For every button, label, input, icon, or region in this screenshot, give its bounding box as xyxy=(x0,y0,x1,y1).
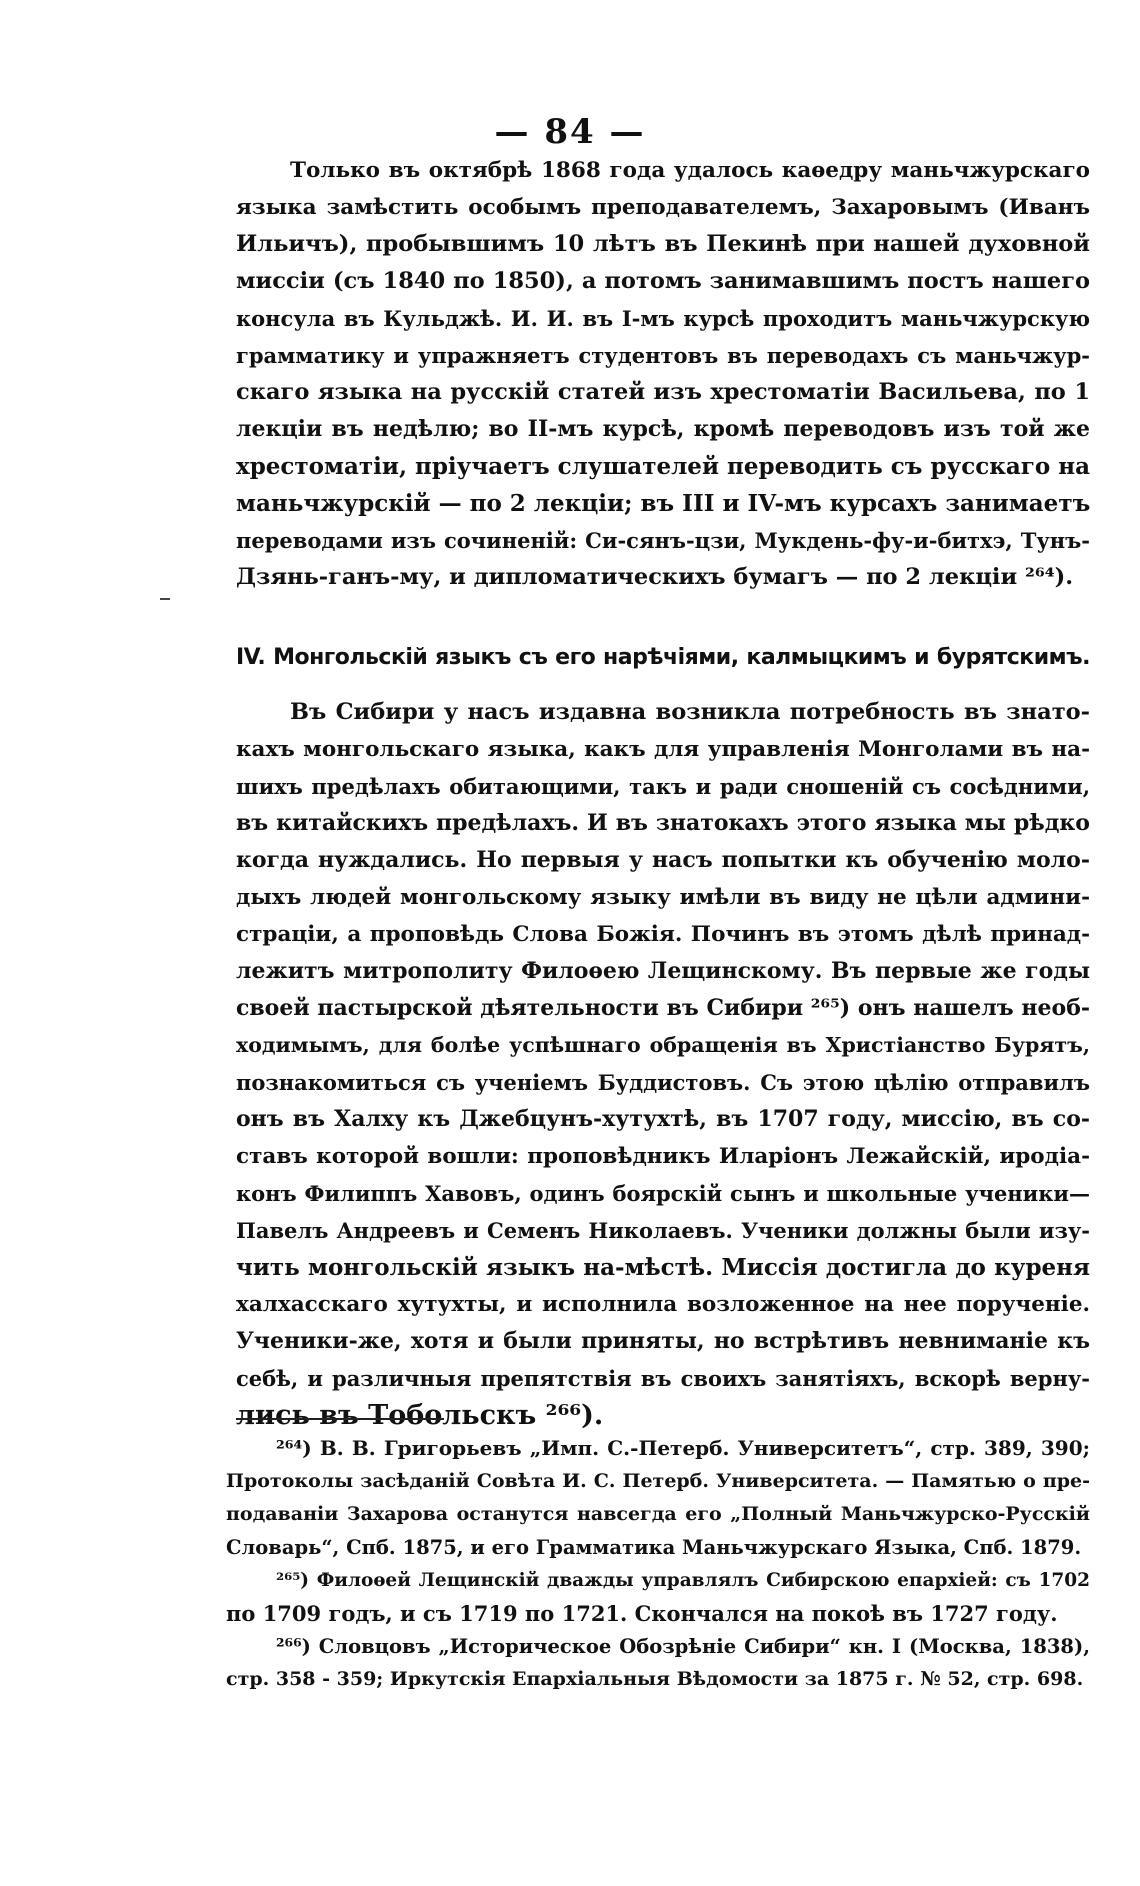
text-line: Ученики-же, хотя и были приняты, но встрѣтивъ невниманіе къ xyxy=(236,1328,1090,1354)
section-heading: IV. Монгольскій языкъ съ его нарѣчіями, калмыцкимъ и бурятскимъ. xyxy=(236,645,1090,670)
footnote-266-line: ²⁶⁶) Словцовъ „Историческое Обозрѣніе Сибири“ кн. I (Москва, 1838), xyxy=(276,1635,1090,1658)
text-line: дыхъ людей монгольскому языку имѣли въ виду не цѣли админи- xyxy=(236,885,1090,910)
footnote-264-line: Словарь“, Спб. 1875, и его Грамматика Маньчжурскаго Языка, Спб. 1879. xyxy=(226,1536,1082,1559)
footnote-264-line: подаваніи Захарова останутся навсегда его „Полный Маньчжурско-Русскій xyxy=(226,1503,1090,1525)
footnote-265-line: по 1709 годъ, и съ 1719 по 1721. Скончался на покоѣ въ 1727 году. xyxy=(226,1601,1058,1626)
margin-mark xyxy=(160,598,170,600)
footnote-265-line: ²⁶⁵) Филоѳей Лещинскій дважды управлялъ Сибирскою епархіей: съ 1702 xyxy=(276,1570,1090,1591)
text-line: Павелъ Андреевъ и Семенъ Николаевъ. Ученики должны были изу- xyxy=(236,1218,1090,1243)
text-line: ходимымъ, для болѣе успѣшнаго обращенія въ Христіанство Бурятъ, xyxy=(236,1033,1090,1057)
text-line: когда нуждались. Но первыя у насъ попытки къ обученію моло- xyxy=(236,847,1090,873)
text-line: переводами изъ сочиненій: Си-сянъ-цзи, Мукдень-фу-и-битхэ, Тунъ- xyxy=(236,528,1090,553)
paragraph-mongolian-language xyxy=(236,694,1090,1434)
text-line: Ильичъ), пробывшимъ 10 лѣтъ въ Пекинѣ при нашей духовной xyxy=(236,231,1090,257)
footnotes xyxy=(226,1432,1090,1696)
footnote-264-line: Протоколы засѣданій Совѣта И. С. Петерб. Университета. — Памятью о пре- xyxy=(226,1470,1090,1492)
text-line: миссіи (съ 1840 по 1850), а потомъ занимавшимъ постъ нашего xyxy=(236,268,1090,294)
text-line: своей пастырской дѣятельности въ Сибири ²⁶⁵) онъ нашелъ необ- xyxy=(236,995,1090,1021)
text-line: языка замѣстить особымъ преподавателемъ, Захаровымъ (Иванъ xyxy=(236,195,1090,220)
footnote-264-line: ²⁶⁴) В. В. Григорьевъ „Имп. С.-Петерб. Университетъ“, стр. 389, 390; xyxy=(276,1436,1090,1460)
text-line: лежитъ митрополиту Филоѳею Лещинскому. Въ первые же годы xyxy=(236,958,1090,984)
text-line: халхасскаго хутухты, и исполнила возложенное на нее порученіе. xyxy=(236,1292,1090,1317)
text-line: онъ въ Халху къ Джебцунъ-хутухтѣ, въ 1707 году, миссію, въ со- xyxy=(236,1106,1090,1132)
text-line: лись въ Тобольскъ ²⁶⁶). xyxy=(236,1400,604,1431)
page-number: — 84 — xyxy=(494,112,646,152)
text-line: маньчжурскій — по 2 лекціи; въ III и IV-мъ курсахъ занимаетъ xyxy=(236,490,1091,517)
text-line: Дзянь-ганъ-му, и дипломатическихъ бумагъ — по 2 лекціи ²⁶⁴). xyxy=(236,564,1074,590)
text-line: грамматику и упражняетъ студентовъ въ переводахъ съ маньчжур- xyxy=(236,343,1090,368)
text-line: въ китайскихъ предѣлахъ. И въ знатокахъ этого языка мы рѣдко xyxy=(236,810,1090,836)
text-line: страціи, а проповѣдь Слова Божія. Починъ въ этомъ дѣлѣ принад- xyxy=(236,922,1090,947)
text-line: чить монгольскій языкъ на-мѣстѣ. Миссія достигла до куреня xyxy=(236,1254,1090,1281)
text-line: кахъ монгольскаго языка, какъ для управленія Монголами въ на- xyxy=(236,737,1090,762)
text-line: себѣ, и различныя препятствія въ своихъ занятіяхъ, вскорѣ верну- xyxy=(236,1366,1090,1391)
text-line: Только въ октябрѣ 1868 года удалось каѳедру маньчжурскаго xyxy=(290,158,1090,183)
text-line: конъ Филиппъ Хавовъ, одинъ боярскій сынъ и школьные ученики— xyxy=(236,1181,1090,1206)
text-line: шихъ предѣлахъ обитающими, такъ и ради сношеній съ сосѣдними, xyxy=(236,774,1090,799)
footnote-266-line: стр. 358 - 359; Иркутскія Епархіальныя Вѣдомости за 1875 г. № 52, стр. 698. xyxy=(226,1668,1084,1690)
text-line: скаго языка на русскій статей изъ хрестоматіи Васильева, по 1 xyxy=(236,379,1090,405)
text-line: Въ Сибири у насъ издавна возникла потребность въ знато- xyxy=(290,699,1090,725)
text-line: лекціи въ недѣлю; во II-мъ курсѣ, кромѣ переводовъ изъ той же xyxy=(236,416,1090,442)
paragraph-manchu-department xyxy=(236,152,1090,596)
text-line: хрестоматіи, пріучаетъ слушателей переводить съ русскаго на xyxy=(236,453,1090,480)
text-line: познакомиться съ ученіемъ Буддистовъ. Съ этою цѣлію отправилъ xyxy=(236,1070,1090,1095)
text-line: консула въ Кульджѣ. И. И. въ I-мъ курсѣ проходитъ маньчжурскую xyxy=(236,306,1090,331)
text-line: ставъ которой вошли: проповѣдникъ Иларіонъ Лежайскій, иродіа- xyxy=(236,1144,1090,1169)
footnote-separator xyxy=(236,1418,444,1420)
